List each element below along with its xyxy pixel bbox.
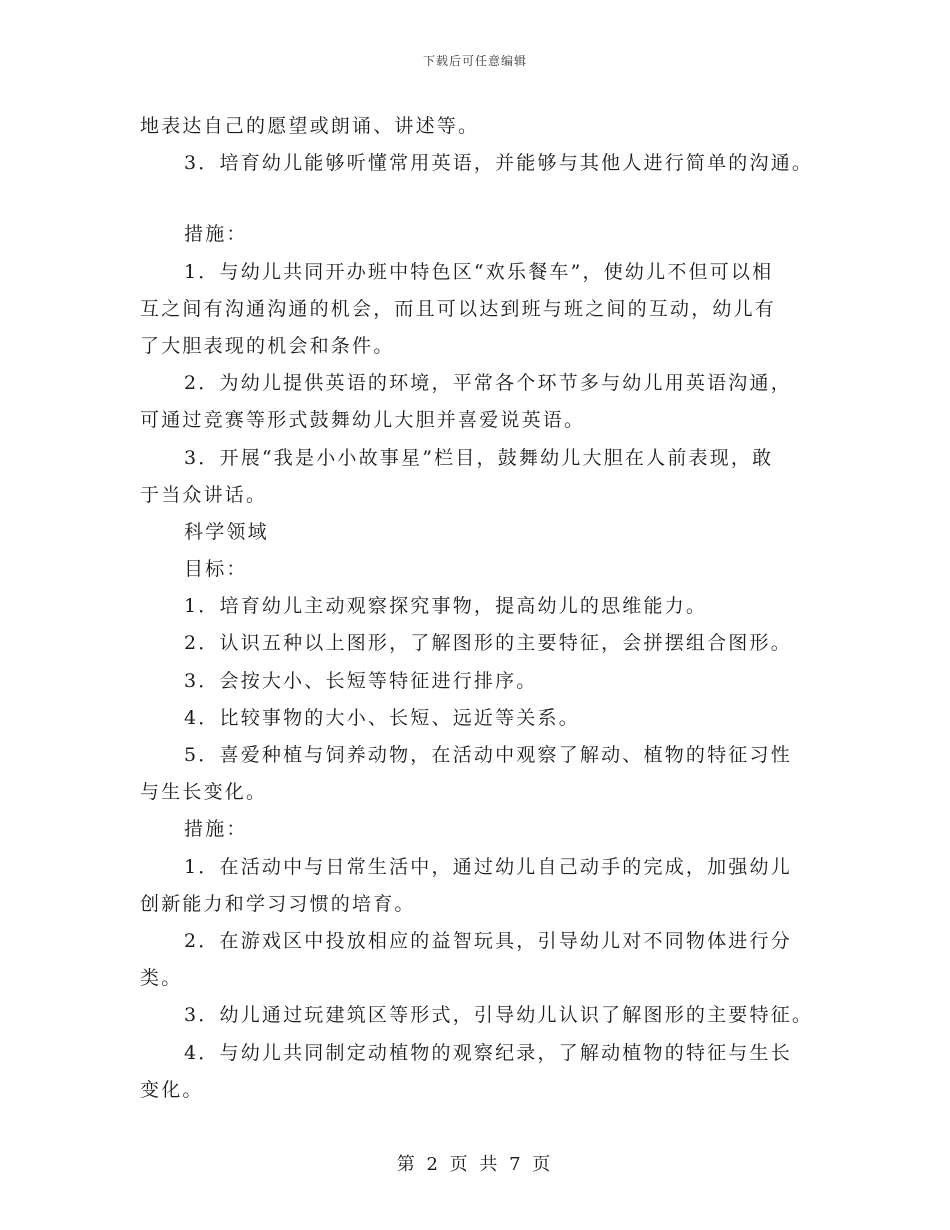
list-item: 1．与幼儿共同开办班中特色区“欢乐餐车”，使幼儿不但可以相 <box>184 260 774 283</box>
list-item: 3．开展“我是小小故事星”栏目，鼓舞幼儿大胆在人前表现，敢 <box>184 446 774 469</box>
section-heading: 科学领域 <box>184 520 269 543</box>
list-item: 4．比较事物的大小、长短、远近等关系。 <box>184 706 580 729</box>
text-line: 与生长变化。 <box>140 781 268 804</box>
list-item: 1．在活动中与日常生活中，通过幼儿自己动手的完成，加强幼儿 <box>184 855 792 878</box>
list-item: 3．培育幼儿能够听懂常用英语，并能够与其他人进行简单的沟通。 <box>184 152 814 175</box>
text-line: 创新能力和学习习惯的培育。 <box>140 892 416 915</box>
header-note: 下载后可任意编辑 <box>422 54 527 68</box>
document-body <box>140 108 840 1109</box>
section-heading: 目标： <box>184 558 248 581</box>
list-item: 3．会按大小、长短等特征进行排序。 <box>184 669 538 692</box>
page-number-footer: 第 2 页 共 7 页 <box>396 1154 554 1175</box>
list-item: 4．与幼儿共同制定动植物的观察纪录，了解动植物的特征与生长 <box>184 1041 792 1064</box>
list-item: 3．幼儿通过玩建筑区等形式，引导幼儿认识了解图形的主要特征。 <box>184 1004 814 1027</box>
text-line: 可通过竞赛等形式鼓舞幼儿大胆并喜爱说英语。 <box>140 409 586 432</box>
section-heading: 措施： <box>184 818 248 841</box>
list-item: 2．认识五种以上图形，了解图形的主要特征，会拼摆组合图形。 <box>184 632 792 655</box>
list-item: 5．喜爱种植与饲养动物，在活动中观察了解动、植物的特征习性 <box>184 744 792 766</box>
list-item: 2．在游戏区中投放相应的益智玩具，引导幼儿对不同物体进行分 <box>184 929 792 952</box>
text-line: 于当众讲话。 <box>140 483 268 506</box>
list-item: 2．为幼儿提供英语的环境，平常各个环节多与幼儿用英语沟通， <box>184 372 792 395</box>
text-line: 地表达自己的愿望或朗诵、讲述等。 <box>140 115 480 137</box>
list-item: 1．培育幼儿主动观察探究事物，提高幼儿的思维能力。 <box>184 595 708 618</box>
text-line: 类。 <box>140 967 183 990</box>
text-line: 互之间有沟通沟通的机会，而且可以达到班与班之间的互动，幼儿有 <box>140 297 777 320</box>
paragraph-gap <box>140 182 840 216</box>
text-line: 了大胆表现的机会和条件。 <box>140 334 395 357</box>
section-heading: 措施： <box>184 223 248 246</box>
text-line: 变化。 <box>140 1078 204 1101</box>
